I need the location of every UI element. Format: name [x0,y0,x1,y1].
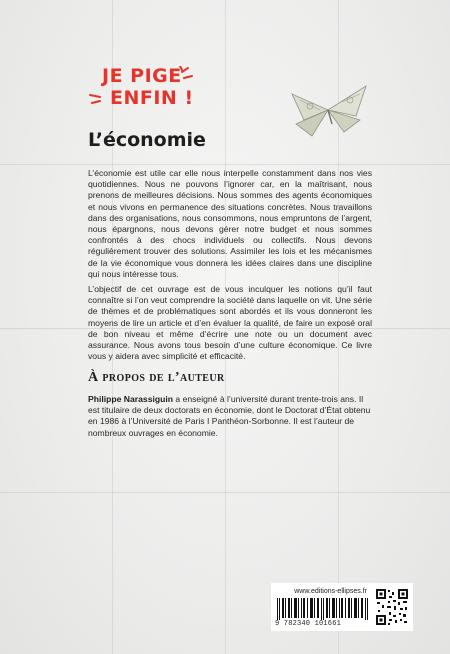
about-author-heading: À propos de l’auteur [88,370,225,385]
description-paragraph: L’économie est utile car elle nous interpelle constamment dans nos vies quotidiennes. Nous ne pouvons l’ignorer car, en la maîtrisant, nous prenons de meilleures décisions. Nous sommes des agents économiques et nous vivons en permanence des situations concrètes. Nous travaillons dans des organisations, nous consommons, nous empruntons de l’argent, nous épargnons, nous devons gérer notre budget et nous sommes confrontés à des chocs individuels ou collectifs. Nous devons régulièrement trouver des solutions. Assimiler les lois et les mécanismes de la vie économique vous donnera les idées claires dans une discipline qui nous intéresse tous. [88,168,372,279]
about-author-text [88,394,372,439]
book-title: L’économie [88,129,206,151]
logo-line-2: ENFIN ! [110,87,194,109]
author-name: Philippe Narassiguin [88,394,174,404]
author-bio: a enseigné à l’université durant trente-trois ans. Il est titulaire de deux doctorats en économie, dont le Doctorat d’État obtenu en 1986 à l’Université de Paris I Panthéon-Sorbonne. Il est l’auteur de nombreux ouvrages en économie. [88,394,371,438]
barcode-icon [277,598,369,620]
barcode-panel [271,583,413,631]
isbn-number: 9 782340 101661 [275,620,342,628]
book-description [88,168,372,366]
qr-code-icon[interactable] [375,588,409,626]
logo-line-1: JE PIGE [102,65,182,87]
series-logo [88,66,196,116]
publisher-website: www.editions-ellipses.fr [294,588,367,595]
banknote-butterfly-icon [286,80,372,142]
description-paragraph: L’objectif de cet ouvrage est de vous inculquer les notions qu’il faut connaître si l’on veut comprendre la société dans laquelle on vit. Une série de thèmes et de problématiques sont abordés et ils vous donneront les moyens de lire un article et d’en évaluer la qualité, de faire un exposé oral de bon niveau et même d’écrire une note ou un document avec assurance. Nous avons tous besoin d’une culture économique. Ce livre vous y aidera avec simplicité et efficacité. [88,284,372,362]
